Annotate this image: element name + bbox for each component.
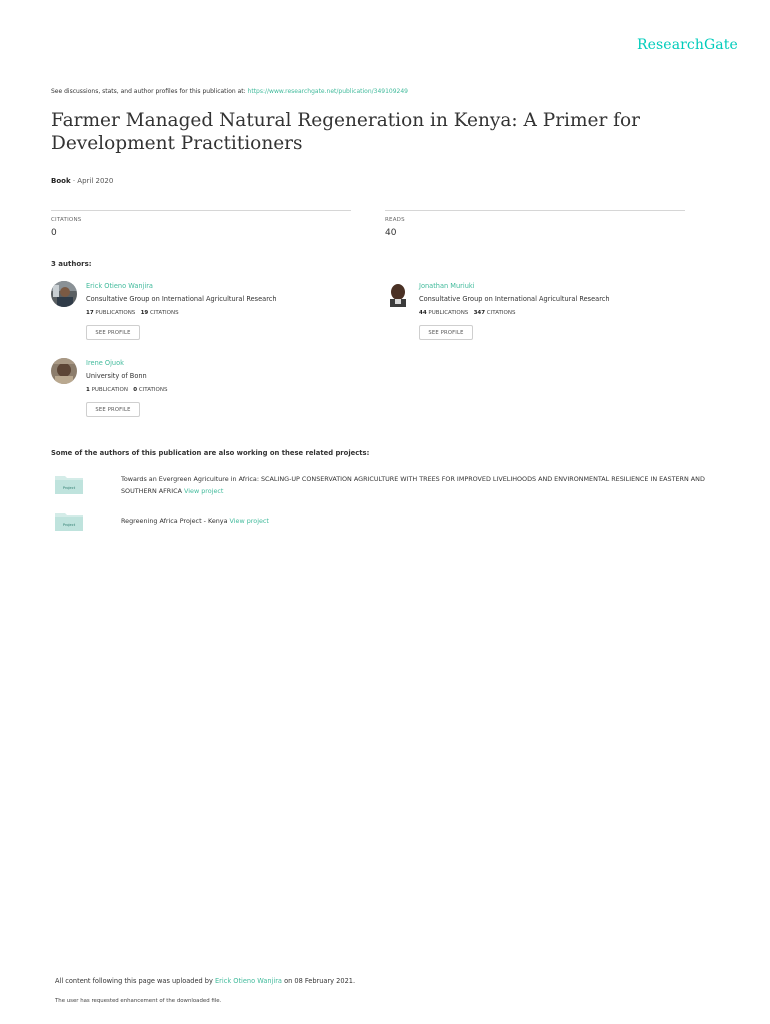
author-institution: Consultative Group on International Agricultural Research — [419, 295, 610, 303]
author-citations-label: CITATIONS — [486, 310, 516, 316]
author-avatar[interactable] — [51, 358, 77, 384]
uploader-link[interactable]: Erick Otieno Wanjira — [215, 977, 282, 985]
see-profile-button[interactable]: SEE PROFILE — [419, 325, 473, 340]
project-folder-icon[interactable] — [55, 474, 83, 494]
author-stats — [86, 310, 179, 316]
author-citations-count: 0 — [133, 387, 138, 393]
publication-type-line — [51, 177, 113, 185]
enhancement-note: The user has requested enhancement of the downloaded file. — [55, 998, 222, 1004]
see-discussions-text: See discussions, stats, and author profiles for this publication at: — [51, 88, 248, 95]
author-institution: University of Bonn — [86, 372, 147, 380]
related-project-item — [121, 473, 726, 497]
project-title: Regreening Africa Project - Kenya — [121, 517, 228, 525]
author-publications-label: PUBLICATIONS — [428, 310, 469, 316]
author-citations-count: 19 — [140, 310, 149, 316]
citations-value: 0 — [51, 228, 57, 238]
related-project-item — [121, 515, 726, 527]
author-publications-count: 17 — [86, 310, 94, 316]
upload-suffix: on 08 February 2021. — [281, 977, 356, 985]
author-publications-count: 44 — [419, 310, 427, 316]
author-citations-label: CITATIONS — [149, 310, 179, 316]
avatar-photo-icon — [385, 281, 411, 307]
folder-label: Project — [62, 486, 76, 490]
reads-label: READS — [385, 217, 405, 223]
publication-title: Farmer Managed Natural Regeneration in Kenya: A Primer for Development Practitioners — [51, 110, 641, 154]
author-name-link[interactable]: Jonathan Muriuki — [419, 282, 475, 290]
avatar-photo-icon — [51, 358, 77, 384]
reads-divider — [385, 210, 685, 211]
folder-icon — [55, 474, 83, 494]
publication-type: Book — [51, 177, 71, 185]
avatar-photo-icon — [51, 281, 77, 307]
author-publications-label: PUBLICATIONS — [95, 310, 136, 316]
see-profile-button[interactable]: SEE PROFILE — [86, 325, 140, 340]
author-citations-label: CITATIONS — [138, 387, 168, 393]
authors-heading: 3 authors: — [51, 260, 92, 268]
author-publications-count: 1 — [86, 387, 90, 393]
reads-value: 40 — [385, 228, 397, 238]
researchgate-logo[interactable]: ResearchGate — [637, 37, 738, 53]
publication-date: April 2020 — [77, 177, 114, 185]
author-avatar[interactable] — [385, 281, 411, 307]
project-title: Towards an Evergreen Agriculture in Africa: SCALING-UP CONSERVATION AGRICULTURE WITH TREES FOR IMPROVED LIVELIHOODS AND ENVIRONMENTAL RESILIENCE IN EASTERN AND SOUTHERN AFRICA — [121, 475, 705, 495]
upload-info — [55, 977, 355, 985]
author-avatar[interactable] — [51, 281, 77, 307]
author-citations-count: 347 — [473, 310, 486, 316]
author-name-link[interactable]: Irene Ojuok — [86, 359, 124, 367]
upload-prefix: All content following this page was uploaded by — [55, 977, 215, 985]
project-folder-icon[interactable] — [55, 511, 83, 531]
author-publications-label: PUBLICATION — [91, 387, 128, 393]
view-project-link[interactable]: View project — [229, 517, 269, 525]
author-name-link[interactable]: Erick Otieno Wanjira — [86, 282, 153, 290]
author-stats — [419, 310, 515, 316]
see-discussions-line — [51, 88, 408, 95]
view-project-link[interactable]: View project — [184, 487, 224, 495]
publication-url-link[interactable]: https://www.researchgate.net/publication/349109249 — [247, 88, 408, 95]
author-stats — [86, 387, 167, 393]
folder-icon — [55, 511, 83, 531]
citations-label: CITATIONS — [51, 217, 82, 223]
author-institution: Consultative Group on International Agricultural Research — [86, 295, 277, 303]
see-profile-button[interactable]: SEE PROFILE — [86, 402, 140, 417]
date-separator: · — [70, 177, 78, 185]
related-projects-heading: Some of the authors of this publication are also working on these related projects: — [51, 449, 370, 457]
citations-divider — [51, 210, 351, 211]
folder-label: Project — [62, 523, 76, 527]
